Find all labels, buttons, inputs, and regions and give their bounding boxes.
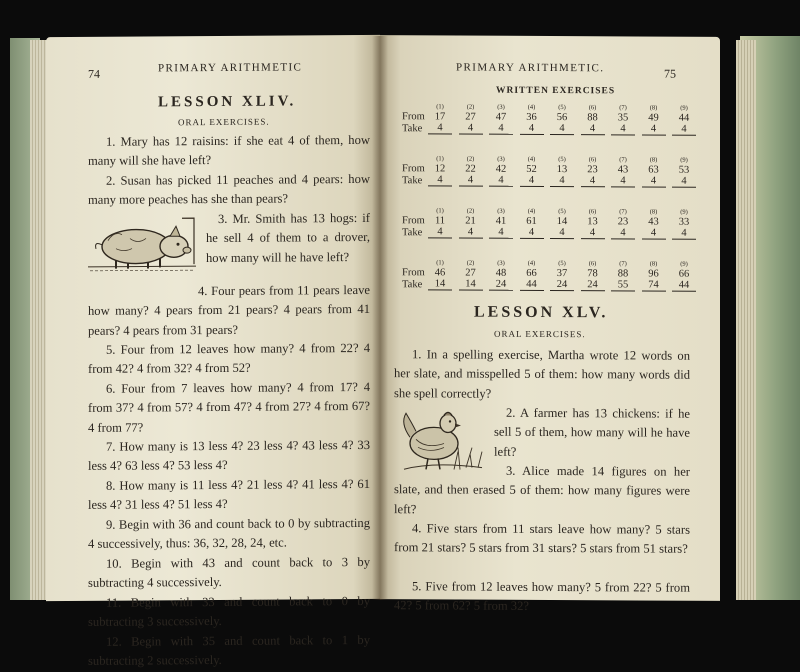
- problem-number: (2): [466, 259, 475, 267]
- minuend: 27: [465, 111, 476, 123]
- minuend: 42: [495, 163, 507, 175]
- problem-number: (2): [466, 103, 475, 111]
- grid-cell: [581, 260, 605, 291]
- grid-row-1: [402, 103, 692, 145]
- grid-row-4: [402, 259, 692, 301]
- exercise-1: 1. Mary has 12 raisins: if she eat 4 of them, how many will she have left?: [88, 132, 370, 169]
- grid-cell: [520, 156, 544, 187]
- problem-number: (5): [558, 104, 566, 112]
- subtrahend: 14: [459, 279, 483, 291]
- grid-cell: [489, 156, 513, 187]
- subtrahend: 14: [428, 278, 452, 290]
- problem-number: (7): [619, 208, 627, 216]
- subtrahend: 4: [581, 123, 605, 135]
- subtrahend: 4: [550, 123, 574, 135]
- exercise-4-text: 4. Four pears from 11 pears leave how many? 4 pears from 21 pears? 4 pears from 41 pears? 4 pears from 31 pears?: [88, 282, 370, 338]
- subtrahend: 4: [489, 227, 513, 239]
- subtrahend: 4: [611, 175, 635, 187]
- minuend: 96: [648, 268, 659, 280]
- from-label: From: [402, 215, 425, 227]
- lesson-title: LESSON XLV.: [474, 303, 609, 322]
- grid-cell: [550, 208, 574, 239]
- subtrahend: 4: [520, 123, 544, 135]
- grid-cell: [428, 155, 452, 186]
- subtrahend: 4: [642, 175, 666, 187]
- running-head: PRIMARY ARITHMETIC: [158, 61, 303, 75]
- grid-cell: [611, 156, 635, 187]
- minuend: 13: [556, 164, 568, 176]
- minuend: 17: [434, 111, 446, 123]
- lesson-title: LESSON XLIV.: [158, 93, 297, 111]
- running-head: PRIMARY ARITHMETIC.: [456, 61, 605, 75]
- problem-number: (6): [588, 260, 597, 268]
- exercise-8: 8. How many is 11 less 4? 21 less 4? 41 less 4? 61 less 4? 31 less 4? 51 less 4?: [88, 476, 370, 513]
- grid-cell: [672, 105, 696, 136]
- problem-number: (4): [527, 259, 536, 267]
- subtrahend: 4: [642, 227, 666, 239]
- exercise-4: [88, 281, 370, 341]
- exercise-2: 2. A farmer has 13 chickens: if he sell 5 of them, how many will he have left?: [494, 405, 690, 459]
- grid-cell: [428, 259, 452, 290]
- exercise-3-text: 3. Alice made 14 figures on her slate, and then erased 5 of them: how many figures were left?: [394, 463, 690, 517]
- problem-number: (4): [527, 155, 536, 163]
- subtrahend: 4: [672, 228, 696, 240]
- grid-cell: [550, 260, 574, 291]
- exercise-10: 10. Begin with 43 and count back to 3 by subtracting 4 successively.: [88, 554, 370, 591]
- minuend: 23: [617, 216, 629, 228]
- subtrahend: 4: [672, 124, 696, 136]
- grid-cell: [581, 104, 605, 135]
- minuend: 23: [587, 164, 598, 176]
- problem-number: (3): [497, 103, 505, 111]
- grid-cell: [550, 156, 574, 187]
- left-page: [46, 35, 380, 669]
- problem-number: (3): [497, 207, 505, 215]
- problem-number: (7): [619, 156, 627, 164]
- page-edges-right: [736, 40, 756, 600]
- grid-cell: [581, 208, 605, 239]
- problem-number: (1): [436, 155, 444, 163]
- take-label: Take: [402, 227, 423, 239]
- grid-row-2: [402, 155, 692, 197]
- subtrahend: 4: [428, 226, 452, 238]
- problem-number: (5): [558, 156, 566, 164]
- from-take-labels: [402, 267, 425, 291]
- grid-cell: [672, 157, 696, 188]
- grid-cell: [489, 104, 513, 135]
- grid-cell: [581, 156, 605, 187]
- grid-cell: [428, 103, 452, 134]
- minuend: 43: [648, 216, 659, 228]
- grid-cell: [520, 260, 544, 291]
- exercise-6: 6. Four from 7 leaves how many? 4 from 17? 4 from 37? 4 from 57? 4 from 47? 4 from 27? 4 from 67? 4 from 77?: [88, 379, 370, 435]
- subtrahend: 4: [428, 122, 452, 134]
- subtrahend: 4: [672, 176, 696, 188]
- exercise-5: 5. Four from 12 leaves how many? 4 from 22? 4 from 42? 4 from 32? 4 from 52?: [88, 340, 370, 377]
- subtrahend: 4: [520, 175, 544, 187]
- grid-cell: [611, 104, 635, 135]
- grid-cell: [611, 260, 635, 291]
- problem-number: (9): [680, 156, 688, 164]
- page-number: 74: [88, 66, 100, 81]
- subtrahend: 4: [581, 227, 605, 239]
- minuend: 56: [556, 112, 568, 124]
- problem-number: (9): [680, 208, 688, 216]
- grid-cell: [459, 208, 483, 239]
- subtrahend: 4: [489, 123, 513, 135]
- grid-cell: [459, 156, 483, 187]
- problem-number: (8): [649, 156, 658, 164]
- grid-cell: [672, 261, 696, 292]
- problem-number: (6): [588, 208, 597, 216]
- minuend: 14: [556, 216, 568, 228]
- grid-cell: [642, 208, 666, 239]
- problem-number: (3): [497, 259, 505, 267]
- subtrahend: 4: [520, 227, 544, 239]
- exercise-9: 9. Begin with 36 and count back to 0 by subtracting 4 successively, thus: 36, 32, 28, 24, etc.: [88, 515, 370, 552]
- problem-number: (7): [619, 104, 627, 112]
- problem-number: (7): [619, 260, 627, 268]
- grid-cell: [642, 104, 666, 135]
- from-label: From: [402, 163, 425, 175]
- minuend: 33: [678, 216, 690, 228]
- grid-cell: [489, 208, 513, 239]
- subtrahend: 74: [642, 279, 666, 291]
- grid-cell: [611, 208, 635, 239]
- minuend: 41: [495, 215, 507, 227]
- minuend: 44: [678, 112, 690, 124]
- minuend: 43: [617, 164, 629, 176]
- right-page: [380, 35, 720, 614]
- exercise-1: 1. In a spelling exercise, Martha wrote 12 words on her slate, and misspelled 5 of them: how many words did she spell correctly?: [394, 347, 690, 401]
- subtrahend: 4: [428, 174, 452, 186]
- minuend: 36: [526, 111, 537, 123]
- from-take-labels: [402, 111, 425, 135]
- minuend: 49: [648, 112, 659, 124]
- minuend: 63: [648, 164, 659, 176]
- problem-number: (2): [466, 207, 475, 215]
- problem-number: (5): [558, 208, 566, 216]
- minuend: 61: [526, 215, 537, 227]
- problem-number: (9): [680, 260, 688, 268]
- from-label: From: [402, 267, 425, 279]
- minuend: 78: [587, 268, 598, 280]
- problem-number: (8): [649, 260, 658, 268]
- from-label: From: [402, 111, 425, 123]
- minuend: 27: [465, 267, 476, 279]
- subtrahend: 24: [550, 279, 574, 291]
- exercise-3: 3. Mr. Smith has 13 hogs: if he sell 4 of them to a drover, how many will he have left?: [206, 210, 370, 265]
- pig-illustration: [86, 208, 198, 279]
- minuend: 37: [556, 268, 568, 280]
- subtrahend: 4: [489, 175, 513, 187]
- minuend: 66: [678, 268, 690, 280]
- subtrahend: 44: [520, 279, 544, 291]
- minuend: 35: [617, 112, 629, 124]
- subtrahend: 4: [611, 123, 635, 135]
- problem-number: (4): [527, 103, 536, 111]
- problem-number: (4): [527, 207, 536, 215]
- grid-cell: [520, 208, 544, 239]
- exercise-5: 5. Five from 12 leaves how many? 5 from 22? 5 from 42? 5 from 62? 5 from 32?: [394, 579, 690, 614]
- grid-cell: [550, 104, 574, 135]
- exercise-4: 4. Five stars from 11 stars leave how many? 5 stars from 21 stars? 5 stars from 31 stars? 5 stars from 51 stars?: [394, 521, 690, 557]
- minuend: 66: [526, 267, 537, 279]
- minuend: 52: [526, 163, 537, 175]
- grid-cell: [459, 104, 483, 135]
- subtrahend: 4: [459, 175, 483, 187]
- take-label: Take: [402, 279, 423, 291]
- from-take-labels: [402, 215, 425, 239]
- written-exercises-title: WRITTEN EXERCISES: [496, 85, 616, 97]
- grid-cell: [642, 156, 666, 187]
- exercise-11: 11. Begin with 33 and count back to 0 by subtracting 3 successively.: [88, 593, 370, 630]
- minuend: 48: [495, 267, 507, 279]
- page-number: 75: [664, 66, 676, 81]
- minuend: 13: [587, 216, 598, 228]
- grid-cell: [489, 260, 513, 291]
- exercise-12: 12. Begin with 35 and count back to 1 by subtracting 2 successively.: [88, 632, 370, 669]
- grid-cell: [459, 260, 483, 291]
- subtrahend: 24: [489, 279, 513, 291]
- exercise-7: 7. How many is 13 less 4? 23 less 4? 43 less 4? 33 less 4? 63 less 4? 53 less 4?: [88, 437, 370, 474]
- grid-cell: [642, 260, 666, 291]
- subtrahend: 4: [550, 227, 574, 239]
- problem-number: (1): [436, 259, 444, 267]
- minuend: 46: [434, 267, 446, 279]
- subtrahend: 4: [642, 123, 666, 135]
- minuend: 47: [495, 111, 507, 123]
- problem-number: (3): [497, 155, 505, 163]
- minuend: 21: [465, 215, 476, 227]
- minuend: 11: [434, 215, 446, 227]
- grid-row-3: [402, 207, 692, 249]
- problem-number: (8): [649, 104, 658, 112]
- problem-number: (8): [649, 208, 658, 216]
- subtrahend: 24: [581, 279, 605, 291]
- problem-number: (9): [680, 104, 688, 112]
- from-take-labels: [402, 163, 425, 187]
- subtrahend: 55: [611, 279, 635, 291]
- take-label: Take: [402, 175, 423, 187]
- problem-number: (6): [588, 104, 597, 112]
- problem-number: (6): [588, 156, 597, 164]
- grid-cell: [672, 209, 696, 240]
- problem-number: (1): [436, 207, 444, 215]
- minuend: 12: [434, 163, 446, 175]
- lesson-subtitle: ORAL EXERCISES.: [178, 116, 270, 128]
- minuend: 88: [617, 268, 629, 280]
- subtrahend: 4: [611, 227, 635, 239]
- problem-number: (2): [466, 155, 475, 163]
- minuend: 53: [678, 164, 690, 176]
- grid-cell: [520, 104, 544, 135]
- minuend: 88: [587, 112, 598, 124]
- subtrahend: 4: [581, 175, 605, 187]
- exercise-3: [394, 461, 690, 521]
- book-gutter: [372, 36, 388, 600]
- subtrahend: 4: [550, 175, 574, 187]
- exercise-2: 2. Susan has picked 11 peaches and 4 pears: how many more peaches has she than pears?: [88, 171, 370, 208]
- problem-number: (5): [558, 260, 566, 268]
- grid-cell: [428, 207, 452, 238]
- minuend: 22: [465, 163, 476, 175]
- take-label: Take: [402, 123, 423, 135]
- lesson-subtitle: ORAL EXERCISES.: [494, 328, 586, 340]
- problem-number: (1): [436, 103, 444, 111]
- subtrahend: 4: [459, 227, 483, 239]
- subtrahend: 4: [459, 123, 483, 135]
- subtrahend: 44: [672, 280, 696, 292]
